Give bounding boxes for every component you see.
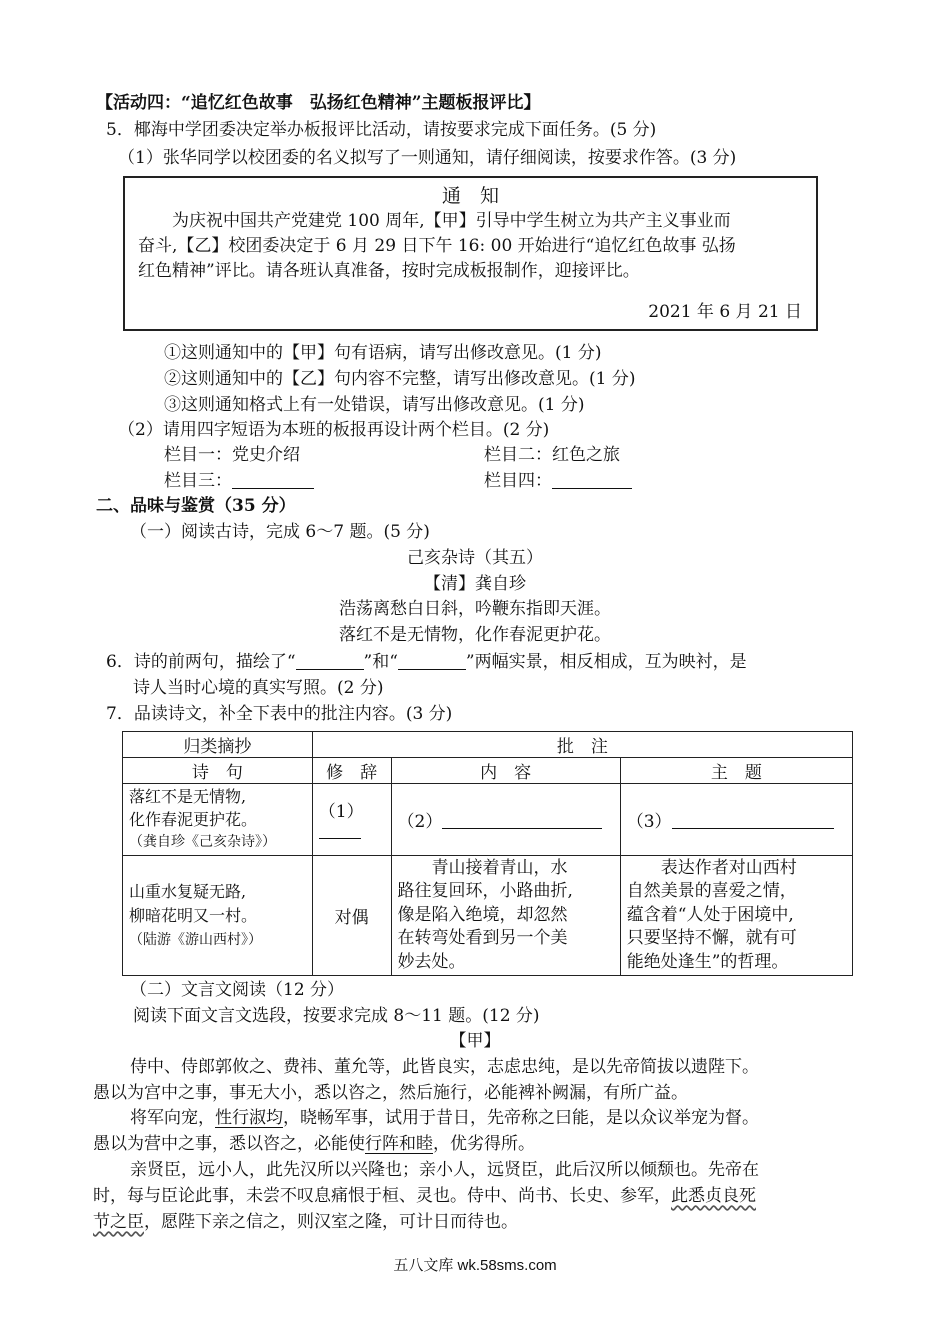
part-2-instruction: 阅读下面文言文选段，按要求完成 8～11 题。(12 分)	[133, 1006, 540, 1026]
passage-line: 侍中、侍郎郭攸之、费祎、董允等，此皆良实，志虑忠纯，是以先帝简拔以遗陛下。	[130, 1057, 759, 1077]
passage-line	[130, 1106, 759, 1130]
header-group: 归类摘抄	[123, 732, 313, 758]
row1-blank-2[interactable]	[442, 812, 602, 829]
passage-text: 时，每与臣论此事，未尝不叹息痛恨于桓、灵也。侍中、尚书、长史、参军，	[93, 1186, 671, 1206]
row1-blank-1-label: （1）	[318, 802, 364, 822]
passage-text: ，愿陛下亲之信之，则汉室之隆，可计日而待也。	[144, 1212, 518, 1232]
row2-content-line: 青山接着青山，水	[397, 857, 568, 878]
underlined-phrase: 性行淑均	[215, 1108, 283, 1128]
column-4-label: 栏目四：	[484, 471, 552, 491]
passage-line	[93, 1132, 535, 1156]
column-3	[164, 469, 314, 493]
notice-line-1: 为庆祝中国共产党建党 100 周年,【甲】引导中学生树立为共产主义事业而	[172, 211, 731, 231]
row2-theme-line: 能绝处逢生”的哲理。	[626, 951, 789, 972]
part-2-heading: （二）文言文阅读（12 分）	[130, 980, 345, 1000]
row1-blank-2-label: （2）	[397, 812, 443, 832]
row2-poem-line-2: 柳暗花明又一村。	[129, 905, 258, 925]
row1-blank-3-label: （3）	[626, 812, 672, 832]
column-1: 栏目一：党史介绍	[164, 445, 300, 465]
header-notes: 批 注	[312, 732, 852, 758]
question-6-cont: 诗人当时心境的真实写照。(2 分)	[133, 678, 384, 698]
row2-theme-line: 蕴含着“人处于困境中,	[626, 904, 794, 925]
row1-blank-1[interactable]	[319, 822, 361, 839]
row2-source: （陆游《游山西村》）	[129, 931, 262, 948]
question-6-text-b: ”和“	[363, 652, 398, 672]
notice-date: 2021 年 6 月 21 日	[648, 302, 802, 322]
passage-line	[93, 1184, 756, 1208]
header-poem: 诗 句	[123, 758, 313, 784]
row1-poem-line-1: 落红不是无情物,	[129, 787, 247, 806]
row2-theme-line: 表达作者对山西村	[626, 857, 797, 878]
column-3-blank[interactable]	[232, 470, 314, 489]
question-7: 7．品读诗文，补全下表中的批注内容。(3 分)	[106, 704, 453, 724]
part-1-heading: （一）阅读古诗，完成 6～7 题。(5 分)	[130, 522, 430, 542]
column-4	[484, 469, 632, 493]
question-6-blank-2[interactable]	[398, 651, 466, 670]
row1-blank-3[interactable]	[672, 812, 834, 829]
header-content: 内 容	[391, 758, 620, 784]
column-4-blank[interactable]	[552, 470, 632, 489]
notice-box	[123, 176, 818, 331]
row2-theme-line: 自然美景的喜爱之情，	[626, 881, 797, 902]
notice-line-2: 奋斗,【乙】校团委决定于 6 月 29 日下午 16: 00 开始进行“追忆红色故事 弘扬	[138, 236, 736, 256]
row2-content-line: 妙去处。	[397, 951, 466, 972]
column-2: 栏目二：红色之旅	[484, 445, 620, 465]
question-6	[106, 650, 747, 674]
row2-content-line: 在转弯处看到另一个美	[397, 928, 568, 949]
question-6-blank-1[interactable]	[296, 651, 364, 670]
column-3-label: 栏目三：	[164, 471, 232, 491]
poem-line-2: 落红不是无情物，化作春泥更护花。	[339, 625, 611, 645]
row1-source: （龚自珍《己亥杂诗》）	[129, 834, 276, 850]
row2-content-line: 路往复回环，小路曲折,	[397, 881, 573, 902]
footer-watermark: 五八文库 wk.58sms.com	[393, 1257, 557, 1274]
notice-title: 通 知	[441, 185, 499, 207]
passage-jia-label: 【甲】	[449, 1031, 501, 1051]
passage-text: ，优劣得所。	[433, 1134, 535, 1154]
underlined-phrase: 行阵和睦	[365, 1134, 433, 1154]
wavy-underlined-phrase: 节之臣	[93, 1212, 144, 1232]
table-row	[123, 856, 853, 976]
passage-line	[93, 1210, 518, 1234]
header-rhetoric: 修 辞	[312, 758, 391, 784]
row2-theme-line: 只要坚持不懈，就有可	[626, 928, 797, 949]
activity-title: 【活动四：“追忆红色故事 弘扬红色精神”主题板报评比】	[96, 93, 541, 113]
subquestion-1: ①这则通知中的【甲】句有语病，请写出修改意见。(1 分)	[164, 343, 602, 363]
passage-text: 将军向宠，	[130, 1108, 215, 1128]
question-5-part-1: （1）张华同学以校团委的名义拟写了一则通知，请仔细阅读，按要求作答。(3 分)	[118, 148, 737, 168]
notice-line-3: 红色精神”评比。请各班认真准备，按时完成板报制作，迎接评比。	[138, 261, 640, 281]
question-6-text-a: 6．诗的前两句，描绘了“	[106, 652, 296, 672]
row1-poem-line-2: 化作春泥更护花。	[129, 810, 258, 829]
section-2-heading: 二、品味与鉴赏（35 分）	[96, 496, 296, 516]
table-row	[123, 784, 853, 856]
row2-rhetoric: 对偶	[312, 856, 391, 976]
row2-poem-line-1: 山重水复疑无路,	[129, 881, 247, 901]
row2-content-line: 像是陷入绝境，却忽然	[397, 904, 568, 925]
annotation-table	[122, 731, 853, 976]
question-5: 5．椰海中学团委决定举办板报评比活动，请按要求完成下面任务。(5 分)	[106, 120, 657, 140]
header-theme: 主 题	[620, 758, 852, 784]
poem-author: 【清】龚自珍	[424, 574, 526, 594]
passage-line: 愚以为宫中之事，事无大小，悉以咨之，然后施行，必能裨补阙漏，有所广益。	[93, 1083, 688, 1103]
question-6-text-c: ”两幅实景，相反相成，互为映衬，是	[465, 652, 747, 672]
passage-text: 愚以为营中之事，悉以咨之，必能使	[93, 1134, 365, 1154]
subquestion-3: ③这则通知格式上有一处错误，请写出修改意见。(1 分)	[164, 395, 585, 415]
question-5-part-2: （2）请用四字短语为本班的板报再设计两个栏目。(2 分)	[118, 420, 550, 440]
poem-title: 己亥杂诗（其五）	[407, 548, 543, 568]
subquestion-2: ②这则通知中的【乙】句内容不完整，请写出修改意见。(1 分)	[164, 369, 636, 389]
passage-text: ，晓畅军事，试用于昔日，先帝称之曰能，是以众议举宠为督。	[283, 1108, 759, 1128]
poem-line-1: 浩荡离愁白日斜，吟鞭东指即天涯。	[339, 599, 611, 619]
wavy-underlined-phrase: 此悉贞良死	[671, 1186, 756, 1206]
passage-line: 亲贤臣，远小人，此先汉所以兴隆也；亲小人，远贤臣，此后汉所以倾颓也。先帝在	[130, 1160, 759, 1180]
